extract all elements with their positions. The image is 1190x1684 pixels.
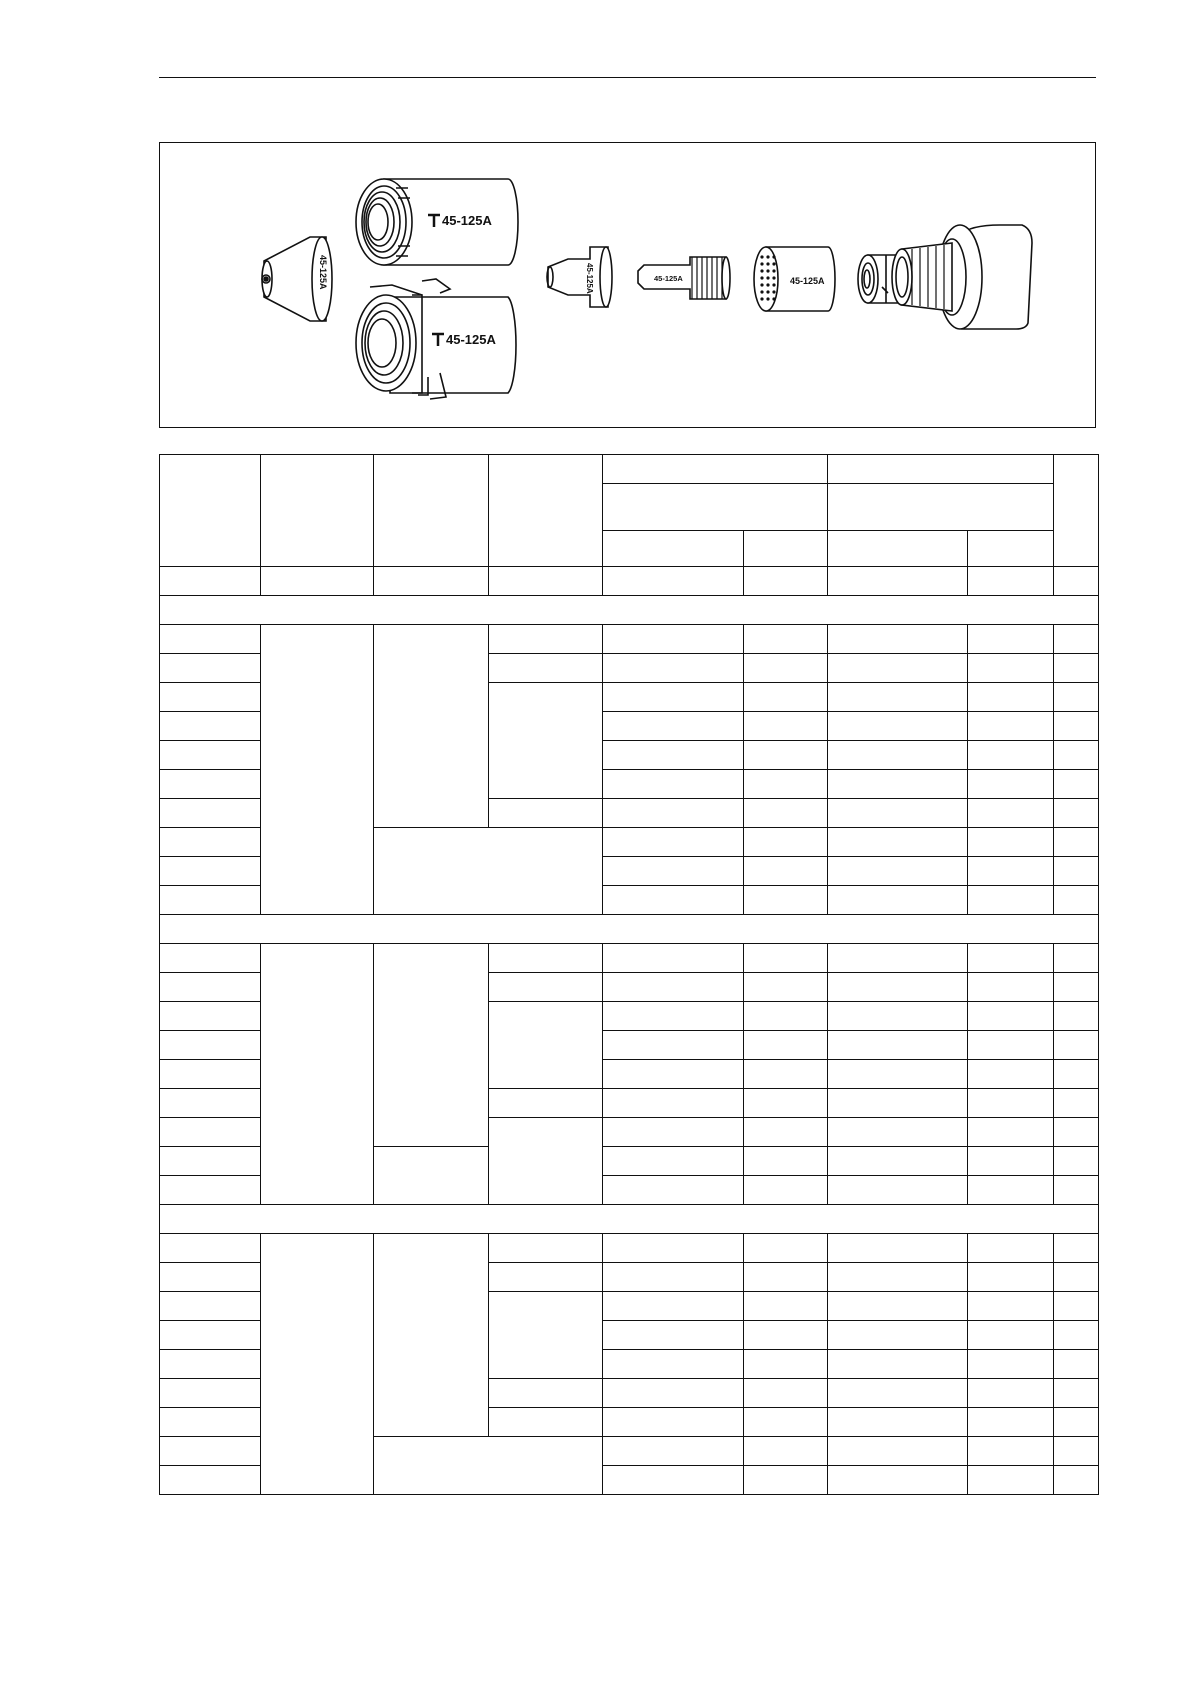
retaining-cap-clip-label: 45-125A <box>446 332 496 347</box>
header-cell <box>828 531 968 567</box>
retaining-cap-clip-part <box>356 279 516 399</box>
header-cell <box>160 455 261 567</box>
swirl-ring-label: 45-125A <box>790 276 825 286</box>
section-row <box>160 596 1099 625</box>
specification-table <box>159 454 1099 1495</box>
header-rule <box>159 77 1096 78</box>
section-row <box>160 1205 1099 1234</box>
swirl-ring-part <box>754 247 835 311</box>
shield-part <box>262 237 332 321</box>
header-cell <box>603 484 828 531</box>
table-row <box>160 567 1099 596</box>
header-cell <box>603 455 828 484</box>
table-row <box>160 625 1099 654</box>
consumables-figure <box>159 142 1096 428</box>
retaining-cap-label: 45-125A <box>442 213 492 228</box>
section-row <box>160 915 1099 944</box>
header-cell <box>828 484 1054 531</box>
header-cell <box>261 455 374 567</box>
header-cell <box>828 455 1054 484</box>
header-cell <box>744 531 828 567</box>
header-cell <box>968 531 1054 567</box>
torch-head-part <box>892 225 1032 329</box>
table-row <box>160 1234 1099 1263</box>
electrode-part <box>638 257 730 299</box>
shield-label: 45-125A <box>318 255 328 290</box>
table-row <box>160 944 1099 973</box>
header-cell <box>1054 455 1099 567</box>
header-cell <box>603 531 744 567</box>
header-cell <box>489 455 603 567</box>
retaining-cap-part <box>356 179 518 265</box>
electrode-label: 45-125A <box>654 274 683 283</box>
header-cell <box>374 455 489 567</box>
table-header-row <box>160 455 1099 484</box>
nozzle-part <box>547 247 612 307</box>
nozzle-label: 45-125A <box>585 263 594 294</box>
